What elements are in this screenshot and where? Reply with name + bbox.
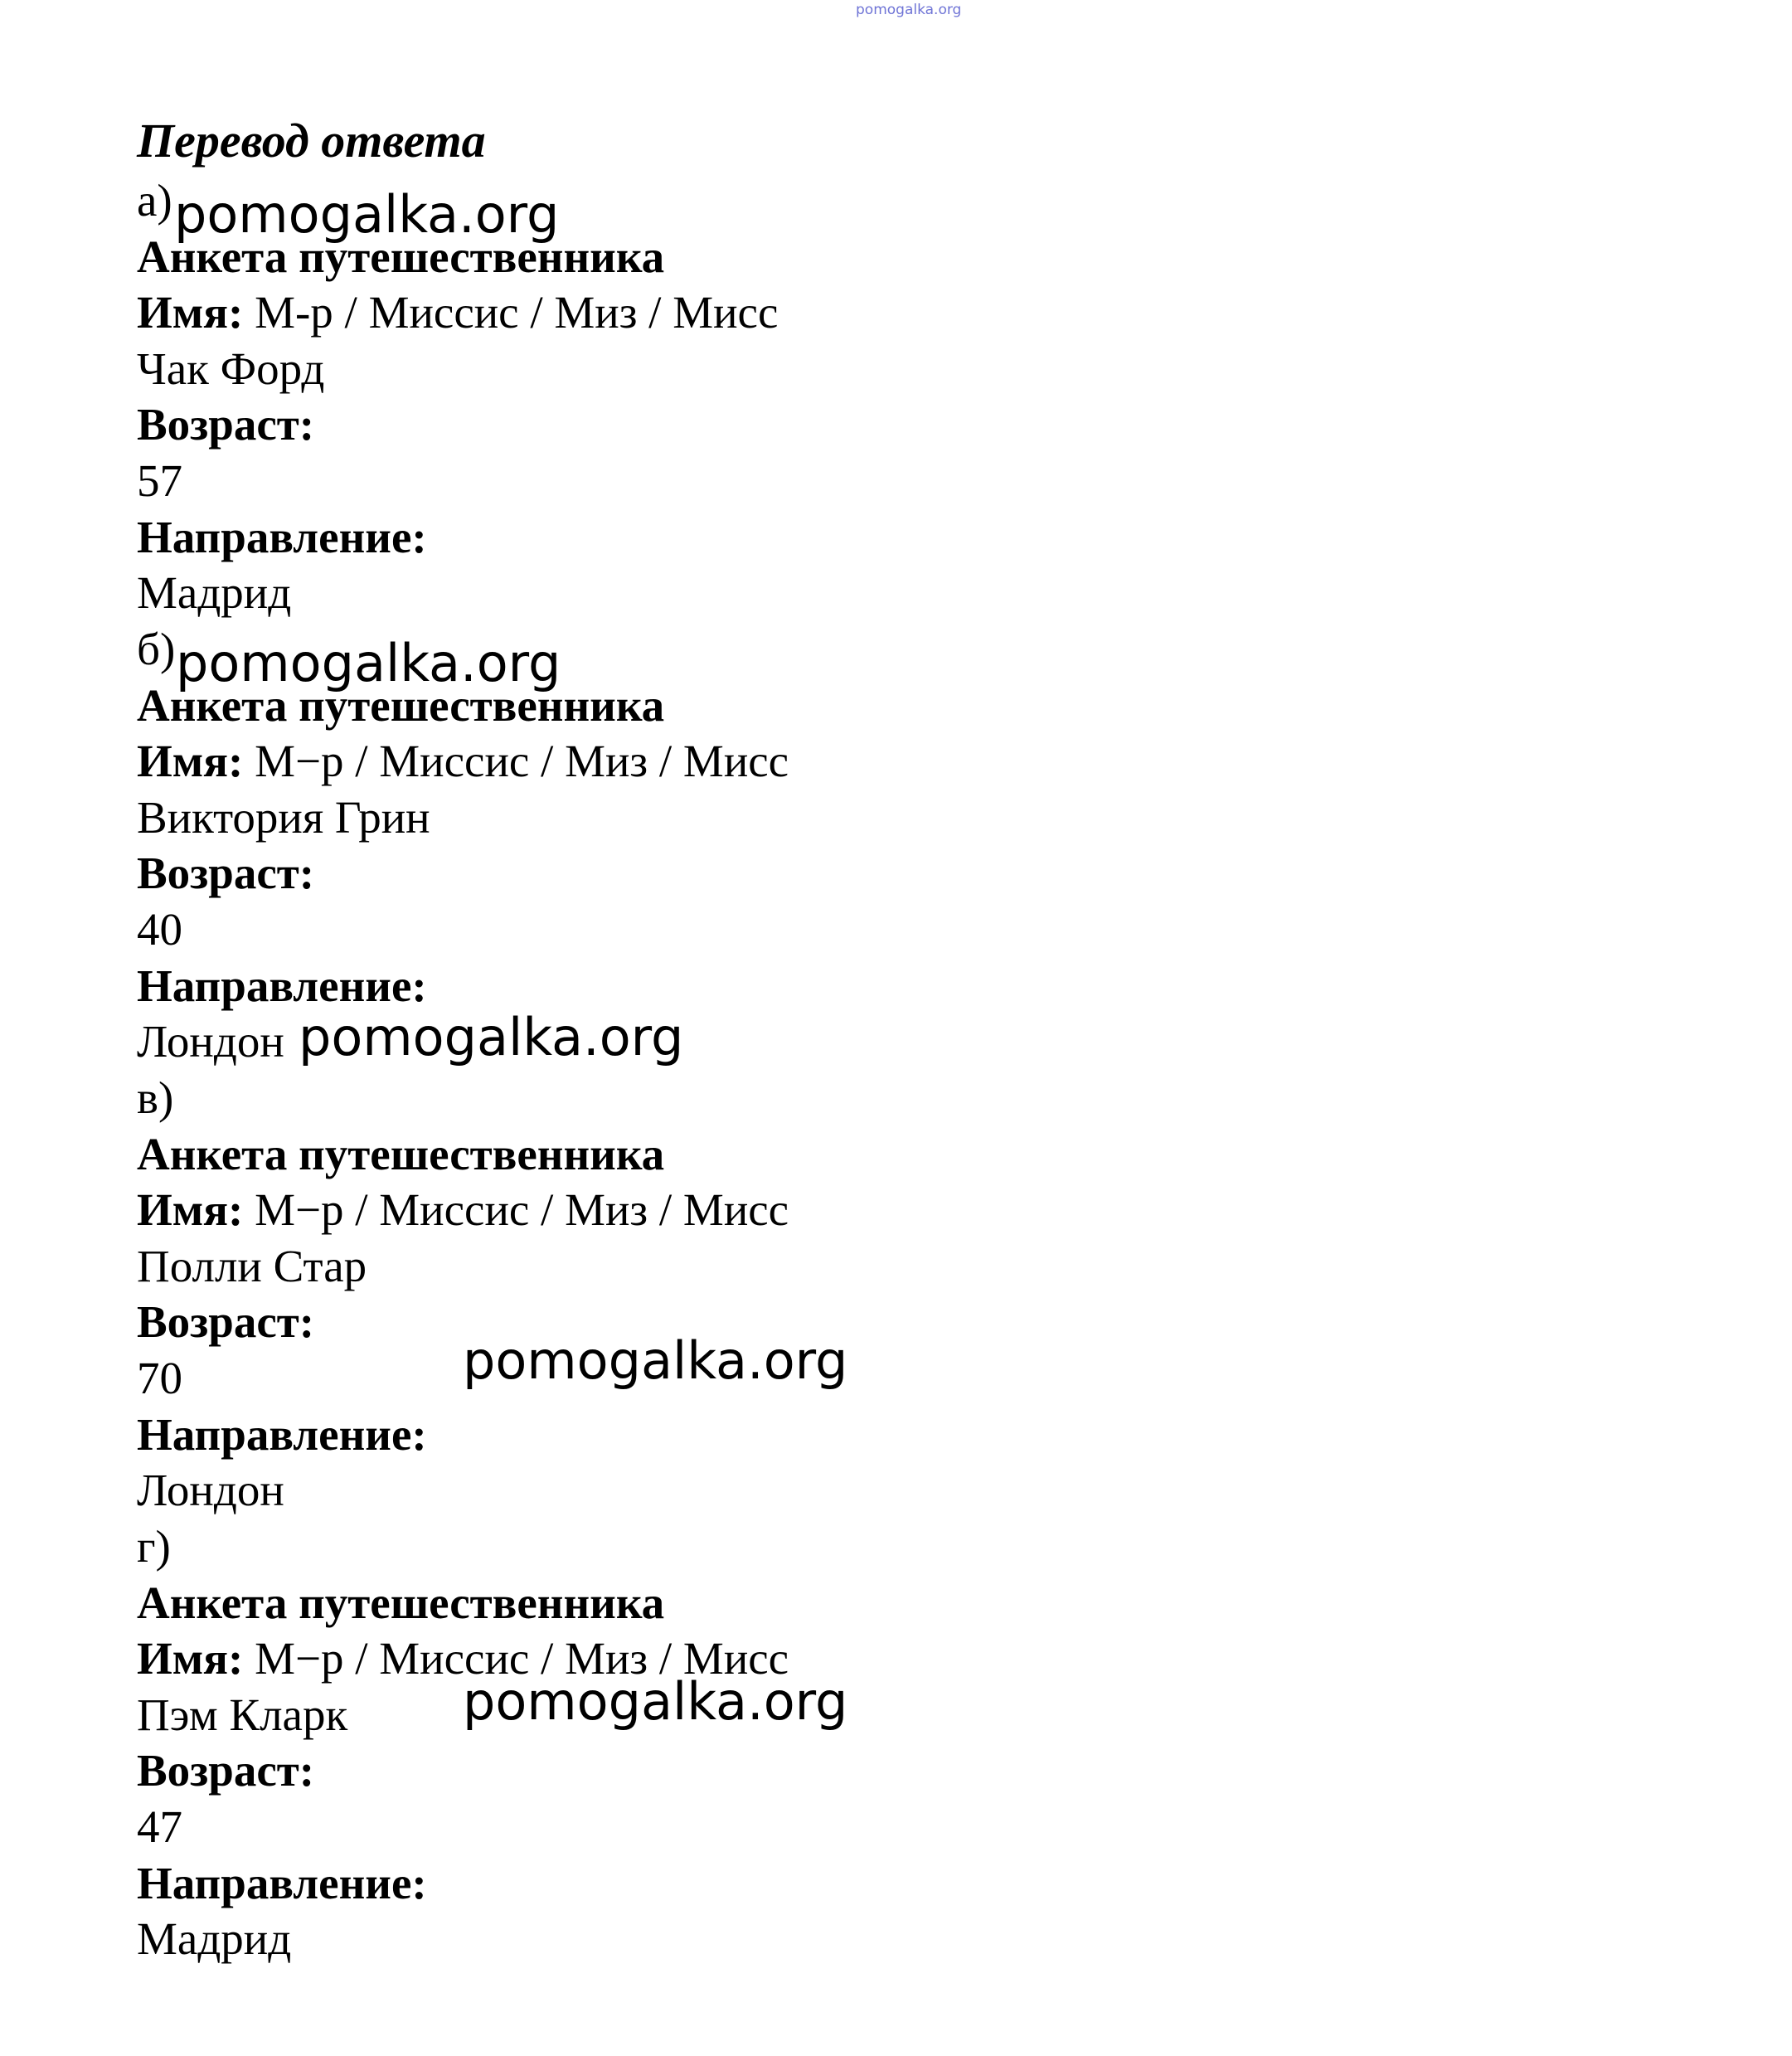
age-value: 47 [137, 1801, 182, 1852]
section-letter: в) [137, 1072, 174, 1123]
watermark: pomogalka.org [299, 1007, 684, 1067]
page-title: Перевод ответа [137, 114, 486, 168]
destination-value: Лондон [137, 1465, 284, 1516]
destination-value: Мадрид [137, 567, 292, 619]
destination-label: Направление: [137, 511, 427, 562]
name-row [137, 284, 778, 341]
section-d [137, 1519, 789, 1967]
watermark: pomogalka.org [174, 184, 560, 245]
name-row [137, 733, 789, 790]
age-label: Возраст: [137, 1296, 315, 1348]
name-row [137, 1182, 789, 1238]
name-options: М−р / Миссис / Миз / Мисс [243, 736, 789, 787]
name-value: Чак Форд [137, 343, 325, 394]
age-label: Возраст: [137, 848, 315, 899]
destination-value: Лондон [137, 1016, 284, 1067]
section-heading: Анкета путешественника [137, 679, 665, 731]
age-value: 70 [137, 1352, 182, 1403]
name-label: Имя: [137, 1633, 244, 1684]
name-label: Имя: [137, 736, 244, 787]
watermark: pomogalka.org [463, 1671, 848, 1732]
name-value: Пэм Кларк [137, 1689, 348, 1740]
destination-label: Направление: [137, 1408, 427, 1460]
name-options: М-р / Миссис / Миз / Мисс [243, 287, 779, 338]
section-letter: г) [137, 1521, 171, 1572]
destination-label: Направление: [137, 1857, 427, 1908]
section-heading: Анкета путешественника [137, 1577, 665, 1628]
destination-value: Мадрид [137, 1913, 292, 1965]
name-label: Имя: [137, 1184, 244, 1236]
destination-label: Направление: [137, 960, 427, 1011]
name-options: М−р / Миссис / Миз / Мисс [243, 1633, 789, 1684]
name-value: Полли Стар [137, 1240, 367, 1291]
section-heading: Анкета путешественника [137, 1128, 665, 1179]
age-label: Возраст: [137, 1745, 315, 1796]
section-c [137, 1070, 789, 1519]
name-options: М−р / Миссис / Миз / Мисс [243, 1184, 789, 1236]
section-heading: Анкета путешественника [137, 231, 665, 282]
section-letter: б) [137, 624, 176, 674]
watermark: pomogalka.org [463, 1330, 848, 1391]
name-label: Имя: [137, 287, 244, 338]
name-value: Виктория Грин [137, 791, 430, 843]
age-label: Возраст: [137, 399, 315, 450]
age-value: 57 [137, 454, 182, 506]
age-value: 40 [137, 903, 182, 955]
section-letter: а) [137, 175, 172, 226]
site-mark: pomogalka.org [856, 2, 962, 18]
watermark: pomogalka.org [176, 633, 561, 693]
